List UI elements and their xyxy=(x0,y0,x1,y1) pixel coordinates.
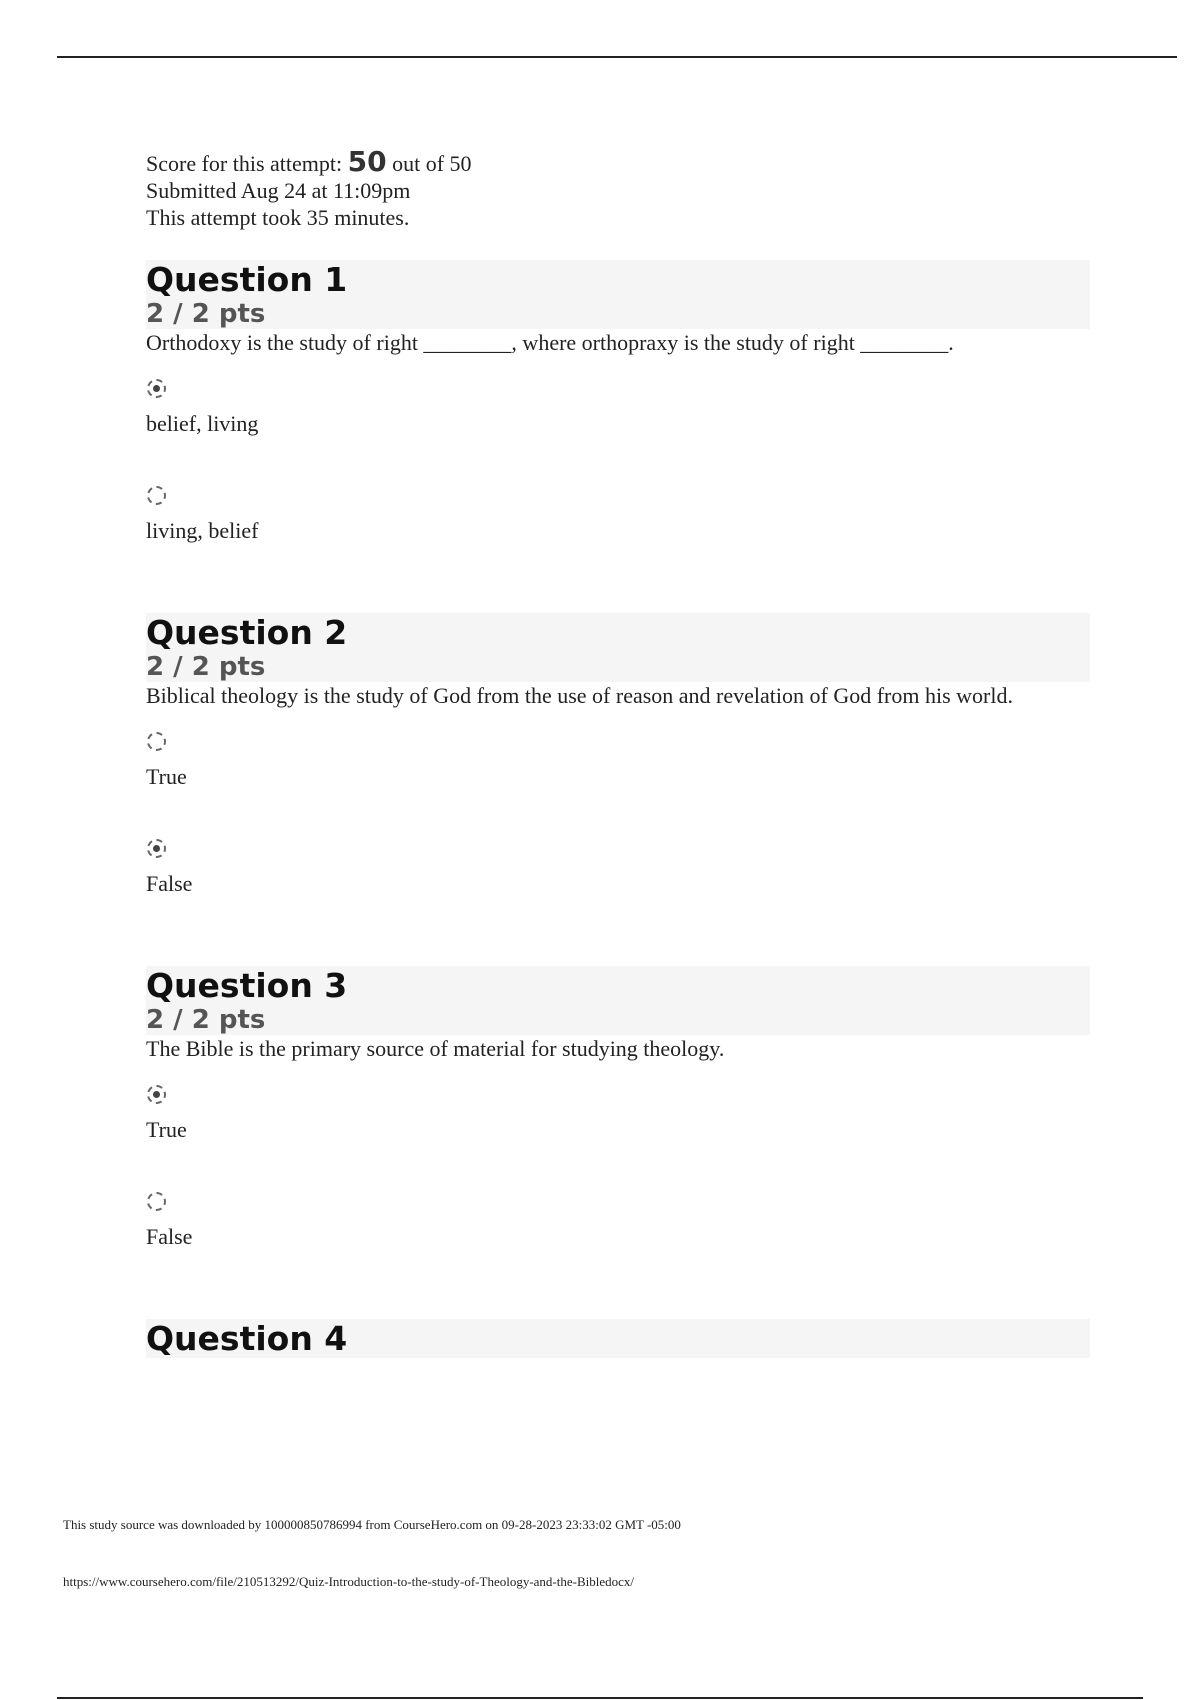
attempt-summary xyxy=(146,145,1090,231)
quiz-content xyxy=(146,145,1090,1358)
question-header xyxy=(146,966,1090,1035)
answer-label: True xyxy=(146,1117,187,1142)
question-2 xyxy=(146,613,1090,898)
radio-unselected-icon[interactable] xyxy=(147,486,166,505)
question-title: Question 4 xyxy=(146,1319,348,1358)
question-header xyxy=(146,260,1090,329)
question-3 xyxy=(146,966,1090,1251)
answer-option[interactable] xyxy=(146,839,1090,898)
question-title: Question 2 xyxy=(146,613,348,652)
question-points: 2 / 2 pts xyxy=(146,299,266,329)
answer-label: living, belief xyxy=(146,518,259,543)
question-points: 2 / 2 pts xyxy=(146,1005,266,1035)
question-header xyxy=(146,613,1090,682)
question-text: Biblical theology is the study of God from the use of reason and revelation of God from his world. xyxy=(146,683,1013,708)
answer-label: True xyxy=(146,764,187,789)
score-value: 50 xyxy=(347,145,387,178)
radio-unselected-icon[interactable] xyxy=(147,732,166,751)
bottom-rule xyxy=(57,1697,1143,1699)
answer-label: False xyxy=(146,871,193,896)
question-title: Question 1 xyxy=(146,260,348,299)
answer-option[interactable] xyxy=(146,732,1090,791)
answer-option[interactable] xyxy=(146,1192,1090,1251)
radio-selected-icon[interactable] xyxy=(147,839,166,858)
submitted-time: Submitted Aug 24 at 11:09pm xyxy=(146,178,411,203)
top-rule xyxy=(57,56,1177,58)
answer-option[interactable] xyxy=(146,486,1090,545)
source-url[interactable]: https://www.coursehero.com/file/210513292/Quiz-Introduction-to-the-study-of-Theology-and-the-Bibledocx/ xyxy=(63,1574,635,1589)
radio-unselected-icon[interactable] xyxy=(147,1192,166,1211)
radio-selected-icon[interactable] xyxy=(147,379,166,398)
attempt-duration: This attempt took 35 minutes. xyxy=(146,205,410,230)
score-prefix: Score for this attempt: xyxy=(146,151,343,176)
answer-label: belief, living xyxy=(146,411,259,436)
question-text: The Bible is the primary source of material for studying theology. xyxy=(146,1036,725,1061)
radio-selected-icon[interactable] xyxy=(147,1085,166,1104)
question-4 xyxy=(146,1319,1090,1358)
download-note: This study source was downloaded by 100000850786994 from CourseHero.com on 09-28-2023 23:33:02 GMT -05:00 xyxy=(63,1517,681,1532)
question-1 xyxy=(146,260,1090,545)
answer-option[interactable] xyxy=(146,379,1090,438)
question-title: Question 3 xyxy=(146,966,348,1005)
question-text: Orthodoxy is the study of right ________, where orthopraxy is the study of right ________. xyxy=(146,330,954,355)
answer-option[interactable] xyxy=(146,1085,1090,1144)
question-header xyxy=(146,1319,1090,1358)
score-suffix: out of 50 xyxy=(392,151,472,176)
answer-label: False xyxy=(146,1224,193,1249)
question-points: 2 / 2 pts xyxy=(146,652,266,682)
score-line xyxy=(146,145,1090,178)
